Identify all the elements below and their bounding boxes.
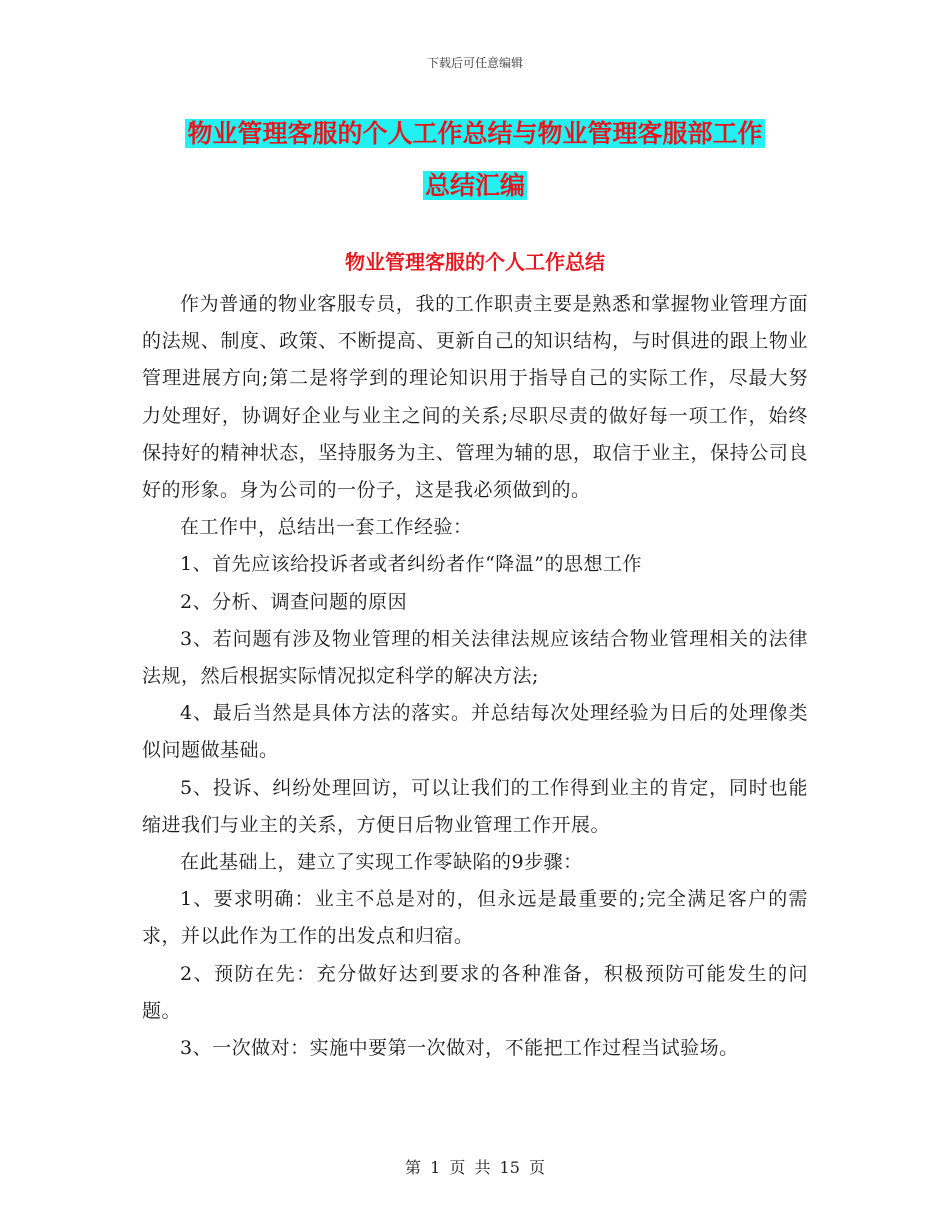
header-note: 下载后可任意编辑 — [426, 56, 523, 70]
paragraph: 2、预防在先：充分做好达到要求的各种准备，积极预防可能发生的问题。 — [142, 962, 808, 1022]
paragraph: 在此基础上，建立了实现工作零缺陷的9步骤： — [180, 851, 583, 874]
paragraph: 1、要求明确：业主不总是对的，但永远是最重要的;完全满足客户的需求，并以此作为工作的出发点和归宿。 — [142, 888, 808, 948]
title-line-1: 物业管理客服的个人工作总结与物业管理客服部工作 — [187, 119, 763, 148]
paragraph: 3、一次做对：实施中要第一次做对，不能把工作过程当试验场。 — [180, 1037, 739, 1060]
paragraph: 2、分析、调查问题的原因 — [180, 590, 408, 613]
paragraph: 5、投诉、纠纷处理回访，可以让我们的工作得到业主的肯定，同时也能缩进我们与业主的关系，方便日后物业管理工作开展。 — [142, 776, 808, 836]
page-footer: 第 1 页 共 15 页 — [405, 1158, 545, 1177]
body-text — [142, 286, 808, 1067]
paragraph: 作为普通的物业客服专员，我的工作职责主要是熟悉和掌握物业管理方面的法规、制度、政策、不断提高、更新自己的知识结构，与时俱进的跟上物业管理进展方向;第二是将学到的理论知识用于指导自己的实际工作，尽最大努力处理好，协调好企业与业主之间的关系;尽职尽责的做好每一项工作，始终保持好的精神状态，坚持服务为主、管理为辅的思，取信于业主，保持公司良好的形象。身为公司的一份子，这是我必须做到的。 — [142, 293, 808, 502]
paragraph: 1、首先应该给投诉者或者纠纷者作“降温”的思想工作 — [180, 553, 643, 576]
title-line-2: 总结汇编 — [424, 171, 525, 200]
paragraph: 4、最后当然是具体方法的落实。并总结每次处理经验为日后的处理像类似问题做基础。 — [142, 702, 808, 762]
document-title — [0, 108, 950, 212]
paragraph: 在工作中，总结出一套工作经验： — [180, 516, 473, 539]
section-title: 物业管理客服的个人工作总结 — [345, 250, 605, 274]
paragraph: 3、若问题有涉及物业管理的相关法律法规应该结合物业管理相关的法律法规，然后根据实际情况拟定科学的解决方法; — [142, 627, 808, 688]
